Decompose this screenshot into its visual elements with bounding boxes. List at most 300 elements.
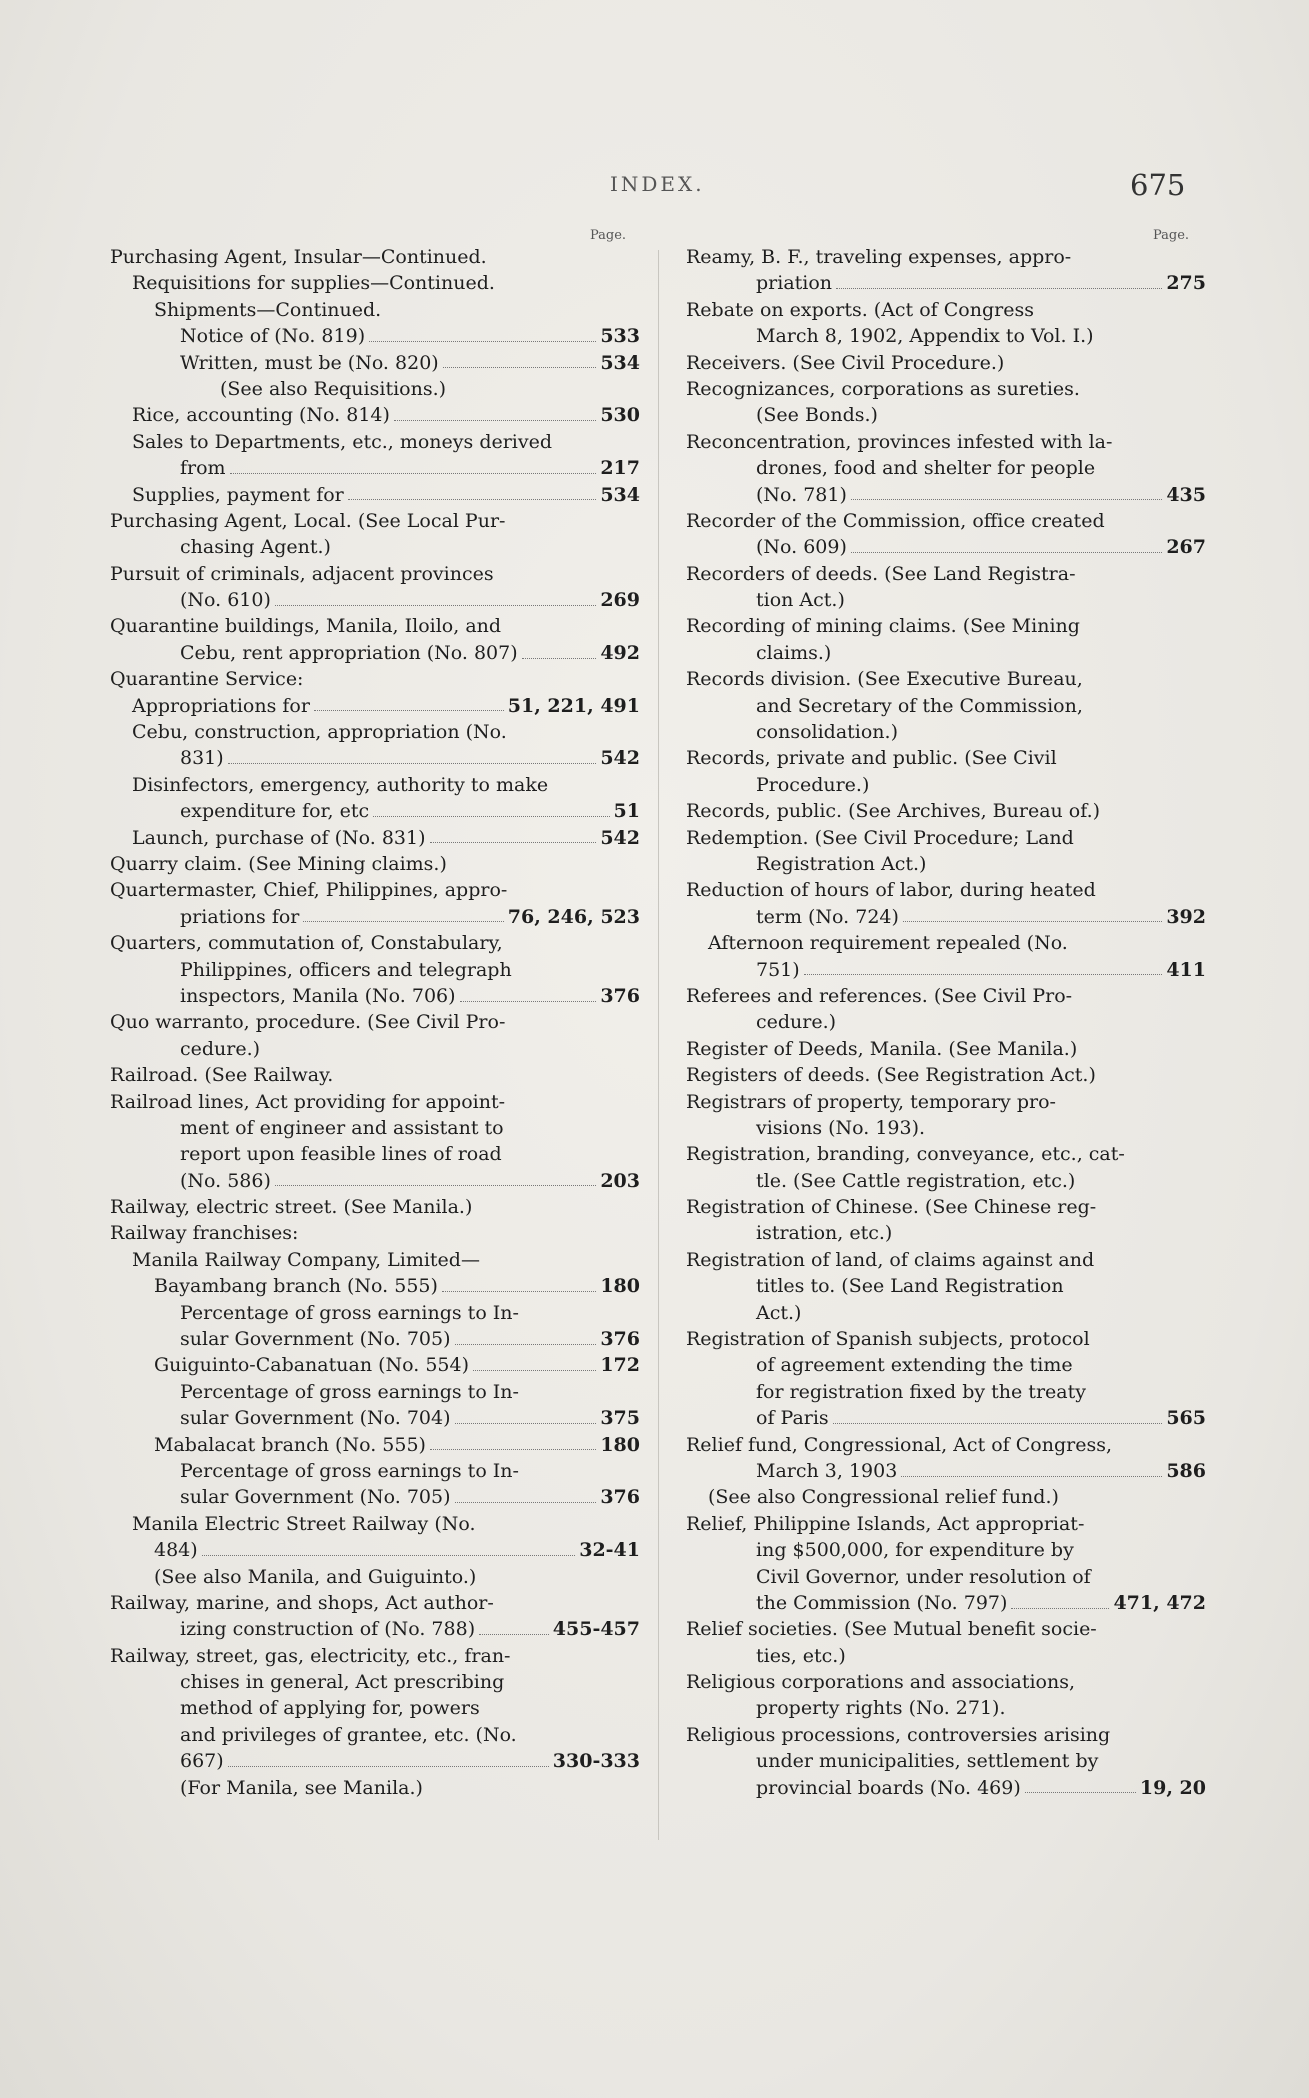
index-entry-page: 180	[600, 1275, 640, 1298]
index-entry-text: Supplies, payment for	[132, 483, 344, 506]
index-entry-text: Quo warranto, procedure. (See Civil Pro-	[110, 1011, 506, 1034]
index-entry-text: Percentage of gross earnings to In-	[180, 1301, 519, 1324]
index-entry-text: Reamy, B. F., traveling expenses, appro-	[686, 246, 1072, 268]
index-entry-line	[686, 1537, 1206, 1563]
dot-leader	[348, 499, 597, 500]
index-entry-text: cedure.)	[180, 1037, 261, 1060]
index-entry-text: term (No. 724)	[756, 905, 899, 928]
index-entry-text: ties, etc.)	[756, 1644, 846, 1667]
page-column-label-left: Page.	[590, 228, 627, 243]
index-entry-text: Sales to Departments, etc., moneys derived	[132, 430, 553, 453]
index-entry-text: Recorders of deeds. (See Land Registra-	[686, 562, 1076, 585]
index-entry-line	[686, 587, 1206, 613]
index-entry-line	[110, 904, 640, 930]
index-entry-text: Afternoon requirement repealed (No.	[708, 932, 1068, 955]
index-entry-text: Records division. (See Executive Bureau,	[686, 668, 1083, 691]
page-column-label-right: Page.	[1153, 228, 1190, 243]
index-entry-line	[110, 455, 640, 481]
index-entry-text: Requisitions for supplies—Continued.	[132, 272, 495, 295]
index-entry-text: Relief fund, Congressional, Act of Congress,	[686, 1433, 1112, 1456]
index-entry-text: Launch, purchase of (No. 831)	[132, 826, 426, 849]
index-entry-line	[686, 798, 1206, 824]
index-entry-line	[686, 1168, 1206, 1194]
index-entry-line	[110, 561, 640, 587]
index-entry-page: 76, 246, 523	[507, 905, 640, 928]
index-entry-line	[686, 455, 1206, 481]
dot-leader	[804, 974, 1163, 975]
index-entry-line	[686, 482, 1206, 508]
index-entry-text: claims.)	[756, 641, 832, 664]
index-entry-text: sular Government (No. 704)	[180, 1407, 451, 1430]
index-entry-line	[110, 693, 640, 719]
index-entry-page: 275	[1166, 272, 1206, 295]
dot-leader	[479, 1634, 549, 1635]
dot-leader	[443, 367, 597, 368]
index-entry-page: 32-41	[579, 1539, 640, 1562]
index-entry-line	[110, 1590, 640, 1616]
index-entry-text: Notice of (No. 819)	[180, 325, 366, 348]
index-entry-page: 411	[1166, 958, 1206, 981]
index-entry-line	[110, 1194, 640, 1220]
index-entry-text: Religious processions, controversies arising	[686, 1723, 1111, 1746]
index-entry-line	[110, 613, 640, 639]
index-entry-line	[686, 1009, 1206, 1035]
index-entry-line	[686, 904, 1206, 930]
index-entry-text: (See also Congressional relief fund.)	[708, 1486, 1059, 1509]
dot-leader	[373, 816, 609, 817]
index-entry-text: Percentage of gross earnings to In-	[180, 1459, 519, 1482]
index-entry-text: and Secretary of the Commission,	[756, 694, 1083, 717]
index-entry-line	[686, 376, 1206, 402]
index-entry-page: 565	[1166, 1407, 1206, 1430]
index-entry-line	[110, 429, 640, 455]
index-entry-text: Mabalacat branch (No. 555)	[154, 1433, 426, 1456]
index-entry-line	[686, 244, 1206, 270]
dot-leader	[1011, 1608, 1109, 1609]
dot-leader	[522, 658, 597, 659]
index-entry-line	[686, 930, 1206, 956]
dot-leader	[314, 710, 504, 711]
index-entry-text: (See also Requisitions.)	[220, 377, 447, 400]
dot-leader	[430, 1449, 596, 1450]
index-entry-line	[110, 376, 640, 402]
index-entry-line	[110, 244, 640, 270]
index-entry-line	[686, 745, 1206, 771]
index-entry-line	[686, 666, 1206, 692]
index-entry-line	[686, 1511, 1206, 1537]
index-entry-line	[686, 1669, 1206, 1695]
index-entry-text: Rebate on exports. (Act of Congress	[686, 298, 1034, 321]
index-entry-line	[110, 534, 640, 560]
index-entry-page: 392	[1166, 905, 1206, 928]
index-entry-line	[110, 587, 640, 613]
index-entry-page: 375	[600, 1407, 640, 1430]
index-entry-text: Guiguinto-Cabanatuan (No. 554)	[154, 1354, 469, 1377]
index-entry-text: 831)	[180, 747, 224, 770]
index-entry-text: Recognizances, corporations as sureties.	[686, 377, 1080, 400]
index-entry-page: 542	[600, 826, 640, 849]
index-entry-line	[110, 1379, 640, 1405]
dot-leader	[228, 1766, 549, 1767]
index-entry-text: Registration of Chinese. (See Chinese reg-	[686, 1196, 1097, 1219]
index-entry-text: priations for	[180, 905, 300, 928]
index-entry-line	[686, 1194, 1206, 1220]
index-entry-text: 484)	[154, 1539, 198, 1562]
index-entry-text: Registrars of property, temporary pro-	[686, 1090, 1056, 1113]
index-entry-text: (No. 610)	[180, 589, 271, 612]
index-entry-text: ment of engineer and assistant to	[180, 1116, 504, 1139]
index-entry-text: Reconcentration, provinces infested with la-	[686, 430, 1113, 453]
index-entry-text: Railway franchises:	[110, 1222, 299, 1245]
index-entry-page: 19, 20	[1139, 1776, 1206, 1799]
index-entry-text: Registers of deeds. (See Registration Act.)	[686, 1064, 1096, 1087]
index-entry-text: March 3, 1903	[756, 1459, 898, 1482]
index-entry-line	[110, 402, 640, 428]
index-entry-line	[686, 1089, 1206, 1115]
dot-leader	[275, 1185, 596, 1186]
index-entry-line	[686, 297, 1206, 323]
index-entry-line	[686, 1326, 1206, 1352]
index-entry-text: Act.)	[756, 1301, 802, 1324]
page-number: 675	[1130, 168, 1186, 202]
dot-leader	[430, 842, 597, 843]
index-entry-text: sular Government (No. 705)	[180, 1486, 451, 1509]
index-entry-line	[110, 323, 640, 349]
index-entry-line	[686, 1432, 1206, 1458]
index-entry-line	[686, 983, 1206, 1009]
index-entry-page: 217	[600, 457, 640, 480]
dot-leader	[1025, 1792, 1136, 1793]
index-entry-line	[110, 825, 640, 851]
index-entry-text: ing $500,000, for expenditure by	[756, 1539, 1074, 1562]
index-entry-page: 330-333	[552, 1750, 640, 1773]
index-entry-line	[110, 1669, 640, 1695]
index-entry-text: Disinfectors, emergency, authority to make	[132, 773, 549, 796]
index-entry-text: (No. 609)	[756, 536, 847, 559]
dot-leader	[228, 763, 597, 764]
index-entry-line	[110, 1564, 640, 1590]
dot-leader	[230, 473, 597, 474]
index-entry-text: Referees and references. (See Civil Pro-	[686, 984, 1073, 1007]
index-entry-text: Quarantine Service:	[110, 668, 304, 691]
index-entry-page: 172	[600, 1354, 640, 1377]
scan-footer-mark	[8, 2085, 11, 2095]
index-entry-line	[110, 1616, 640, 1642]
index-entry-page: 455-457	[552, 1618, 640, 1641]
index-entry-text: Railway, street, gas, electricity, etc., fran-	[110, 1644, 511, 1667]
index-entry-text: Registration Act.)	[756, 852, 927, 875]
index-entry-line	[110, 350, 640, 376]
index-entry-text: tion Act.)	[756, 589, 845, 612]
index-entry-page: 534	[600, 483, 640, 506]
index-entry-line	[110, 983, 640, 1009]
index-entry-text: Procedure.)	[756, 773, 870, 796]
index-entry-text: March 8, 1902, Appendix to Vol. I.)	[756, 325, 1094, 348]
index-entry-line	[686, 1220, 1206, 1246]
dot-leader	[202, 1555, 576, 1556]
index-entry-text: for registration fixed by the treaty	[756, 1380, 1086, 1403]
index-entry-text: Manila Railway Company, Limited—	[132, 1248, 480, 1271]
index-entry-line	[686, 561, 1206, 587]
index-entry-line	[686, 1564, 1206, 1590]
index-entry-text: Bayambang branch (No. 555)	[154, 1275, 438, 1298]
index-entry-text: Purchasing Agent, Local. (See Local Pur-	[110, 509, 506, 532]
index-entry-text: (No. 781)	[756, 483, 847, 506]
dot-leader	[455, 1423, 597, 1424]
index-entry-text: Purchasing Agent, Insular—Continued.	[110, 246, 487, 268]
index-entry-text: Registration of land, of claims against and	[686, 1248, 1095, 1271]
index-entry-line	[686, 429, 1206, 455]
index-entry-text: and privileges of grantee, etc. (No.	[180, 1723, 517, 1746]
index-entry-line	[110, 851, 640, 877]
dot-leader	[833, 1423, 1163, 1424]
index-entry-page: 376	[600, 1486, 640, 1509]
index-entry-line	[686, 1458, 1206, 1484]
dot-leader	[275, 605, 596, 606]
index-entry-text: chasing Agent.)	[180, 536, 331, 559]
index-entry-line	[110, 1405, 640, 1431]
index-entry-line	[110, 1722, 640, 1748]
index-entry-line	[686, 1590, 1206, 1616]
index-entry-line	[686, 957, 1206, 983]
index-entry-page: 542	[600, 747, 640, 770]
index-entry-line	[110, 1009, 640, 1035]
index-entry-page: 530	[600, 404, 640, 427]
dot-leader	[394, 420, 596, 421]
index-entry-text: priation	[756, 272, 833, 295]
index-entry-page: 376	[600, 984, 640, 1007]
index-entry-line	[686, 323, 1206, 349]
index-entry-line	[686, 613, 1206, 639]
index-entry-text: Relief societies. (See Mutual benefit socie-	[686, 1618, 1097, 1641]
index-entry-line	[110, 877, 640, 903]
index-entry-line	[110, 1141, 640, 1167]
index-entry-line	[686, 1643, 1206, 1669]
index-entry-line	[686, 1379, 1206, 1405]
index-column-left	[110, 244, 640, 1801]
index-entry-text: (No. 586)	[180, 1169, 271, 1192]
index-entry-line	[686, 1352, 1206, 1378]
index-entry-line	[686, 402, 1206, 428]
index-entry-text: consolidation.)	[756, 721, 898, 744]
index-entry-text: drones, food and shelter for people	[756, 457, 1096, 480]
index-entry-line	[110, 798, 640, 824]
index-entry-line	[110, 1748, 640, 1774]
index-entry-text: visions (No. 193).	[756, 1116, 926, 1139]
index-entry-line	[110, 1537, 640, 1563]
dot-leader	[901, 1476, 1162, 1477]
index-entry-text: (For Manila, see Manila.)	[180, 1776, 423, 1799]
index-entry-text: (See Bonds.)	[756, 404, 878, 427]
index-entry-line	[110, 1036, 640, 1062]
index-entry-line	[686, 1115, 1206, 1141]
index-entry-text: 667)	[180, 1750, 224, 1773]
index-entry-line	[686, 270, 1206, 296]
index-entry-line	[110, 1273, 640, 1299]
dot-leader	[369, 341, 596, 342]
index-entry-text: Register of Deeds, Manila. (See Manila.)	[686, 1037, 1078, 1060]
index-entry-text: Recorder of the Commission, office created	[686, 509, 1105, 532]
index-entry-line	[686, 825, 1206, 851]
index-entry-text: Registration, branding, conveyance, etc., cat-	[686, 1143, 1125, 1166]
index-entry-page: 533	[600, 325, 640, 348]
index-entry-text: property rights (No. 271).	[756, 1697, 1006, 1720]
index-entry-line	[110, 1484, 640, 1510]
index-entry-text: Appropriations for	[132, 694, 310, 717]
index-entry-text: Records, private and public. (See Civil	[686, 747, 1057, 770]
index-entry-text: Written, must be (No. 820)	[180, 351, 439, 374]
index-entry-text: sular Government (No. 705)	[180, 1328, 451, 1351]
index-entry-text: tle. (See Cattle registration, etc.)	[756, 1169, 1076, 1192]
index-entry-line	[110, 1220, 640, 1246]
index-entry-text: Relief, Philippine Islands, Act appropriat-	[686, 1512, 1085, 1535]
index-entry-line	[686, 534, 1206, 560]
index-entry-text: Quarters, commutation of, Constabulary,	[110, 932, 503, 955]
index-entry-line	[110, 930, 640, 956]
index-entry-page: 180	[600, 1433, 640, 1456]
index-entry-line	[686, 1695, 1206, 1721]
index-entry-page: 534	[600, 351, 640, 374]
index-entry-page: 435	[1166, 483, 1206, 506]
index-entry-line	[110, 1458, 640, 1484]
index-entry-text: Cebu, construction, appropriation (No.	[132, 721, 507, 744]
dot-leader	[836, 288, 1162, 289]
index-entry-line	[686, 1141, 1206, 1167]
index-entry-text: Registration of Spanish subjects, protocol	[686, 1328, 1090, 1351]
dot-leader	[851, 499, 1162, 500]
index-entry-line	[110, 1062, 640, 1088]
index-entry-line	[110, 508, 640, 534]
index-entry-line	[686, 1748, 1206, 1774]
index-column-right	[686, 244, 1206, 1801]
index-entry-text: istration, etc.)	[756, 1222, 893, 1245]
index-entry-line	[686, 772, 1206, 798]
index-entry-line	[110, 666, 640, 692]
index-entry-line	[686, 1775, 1206, 1801]
index-entry-line	[686, 350, 1206, 376]
index-entry-line	[110, 1432, 640, 1458]
index-entry-text: method of applying for, powers	[180, 1697, 480, 1720]
index-entry-text: report upon feasible lines of road	[180, 1143, 502, 1166]
index-entry-text: Railway, electric street. (See Manila.)	[110, 1196, 473, 1219]
index-entry-line	[686, 877, 1206, 903]
index-entry-text: Percentage of gross earnings to In-	[180, 1380, 519, 1403]
dot-leader	[473, 1370, 596, 1371]
index-entry-line	[686, 1247, 1206, 1273]
index-entry-text: titles to. (See Land Registration	[756, 1275, 1064, 1298]
index-entry-line	[110, 1352, 640, 1378]
dot-leader	[442, 1291, 596, 1292]
index-entry-line	[110, 640, 640, 666]
index-entry-page: 471, 472	[1113, 1591, 1206, 1614]
index-entry-line	[110, 1115, 640, 1141]
index-entry-text: Railroad. (See Railway.	[110, 1064, 334, 1087]
index-entry-text: chises in general, Act prescribing	[180, 1671, 505, 1694]
index-entry-line	[110, 772, 640, 798]
index-entry-line	[110, 719, 640, 745]
index-entry-text: Redemption. (See Civil Procedure; Land	[686, 826, 1074, 849]
dot-leader	[455, 1502, 597, 1503]
index-entry-text: under municipalities, settlement by	[756, 1750, 1099, 1773]
running-head: INDEX.	[610, 172, 705, 196]
index-entry-line	[686, 1405, 1206, 1431]
index-entry-text: Reduction of hours of labor, during heated	[686, 879, 1096, 902]
index-entry-line	[110, 1089, 640, 1115]
index-entry-text: Receivers. (See Civil Procedure.)	[686, 351, 1005, 374]
index-entry-text: inspectors, Manila (No. 706)	[180, 984, 456, 1007]
index-entry-text: of agreement extending the time	[756, 1354, 1073, 1377]
index-entry-text: Civil Governor, under resolution of	[756, 1565, 1091, 1588]
index-entry-page: 267	[1166, 536, 1206, 559]
index-entry-page: 51, 221, 491	[507, 694, 640, 717]
index-entry-line	[110, 745, 640, 771]
dot-leader	[455, 1344, 597, 1345]
index-entry-line	[686, 719, 1206, 745]
index-entry-text: Quarantine buildings, Manila, Iloilo, and	[110, 615, 502, 638]
index-entry-line	[686, 508, 1206, 534]
index-entry-text: Recording of mining claims. (See Mining	[686, 615, 1080, 638]
index-entry-line	[686, 851, 1206, 877]
index-entry-line	[110, 1326, 640, 1352]
dot-leader	[303, 921, 503, 922]
index-entry-line	[686, 1722, 1206, 1748]
index-entry-line	[686, 1616, 1206, 1642]
index-entry-text: 751)	[756, 958, 800, 981]
index-entry-line	[686, 1484, 1206, 1510]
index-entry-page: 376	[600, 1328, 640, 1351]
index-entry-line	[110, 482, 640, 508]
index-entry-page: 51	[613, 800, 640, 823]
index-entry-line	[110, 1695, 640, 1721]
dot-leader	[903, 921, 1162, 922]
index-entry-line	[110, 1300, 640, 1326]
index-entry-text: izing construction of (No. 788)	[180, 1618, 476, 1641]
index-entry-text: of Paris	[756, 1407, 829, 1430]
index-entry-line	[686, 1300, 1206, 1326]
index-entry-text: provincial boards (No. 469)	[756, 1776, 1021, 1799]
column-divider	[658, 250, 659, 1840]
index-entry-text: Manila Electric Street Railway (No.	[132, 1512, 476, 1535]
index-entry-text: Quartermaster, Chief, Philippines, appro-	[110, 879, 508, 902]
index-entry-text: cedure.)	[756, 1011, 837, 1034]
index-entry-line	[686, 640, 1206, 666]
index-entry-text: Philippines, officers and telegraph	[180, 958, 512, 981]
index-entry-text: expenditure for, etc	[180, 800, 370, 823]
index-entry-text: (See also Manila, and Guiguinto.)	[154, 1565, 477, 1588]
index-entry-line	[110, 270, 640, 296]
index-entry-line	[686, 693, 1206, 719]
index-entry-line	[686, 1273, 1206, 1299]
index-entry-line	[110, 1511, 640, 1537]
index-entry-line	[110, 1643, 640, 1669]
dot-leader	[460, 1001, 597, 1002]
index-entry-line	[686, 1062, 1206, 1088]
index-entry-line	[110, 1775, 640, 1801]
index-entry-text: Religious corporations and associations,	[686, 1671, 1076, 1694]
index-entry-text: Railway, marine, and shops, Act author-	[110, 1591, 494, 1614]
index-entry-line	[110, 1168, 640, 1194]
index-entry-text: Shipments—Continued.	[154, 298, 382, 321]
index-entry-text: Pursuit of criminals, adjacent provinces	[110, 562, 494, 585]
dot-leader	[851, 552, 1162, 553]
index-entry-line	[686, 1036, 1206, 1062]
index-entry-text: Rice, accounting (No. 814)	[132, 404, 390, 427]
index-entry-text: the Commission (No. 797)	[756, 1591, 1008, 1614]
index-entry-page: 492	[600, 641, 640, 664]
index-entry-text: Records, public. (See Archives, Bureau of.)	[686, 800, 1101, 823]
index-entry-page: 586	[1166, 1459, 1206, 1482]
index-entry-text: Quarry claim. (See Mining claims.)	[110, 852, 447, 875]
